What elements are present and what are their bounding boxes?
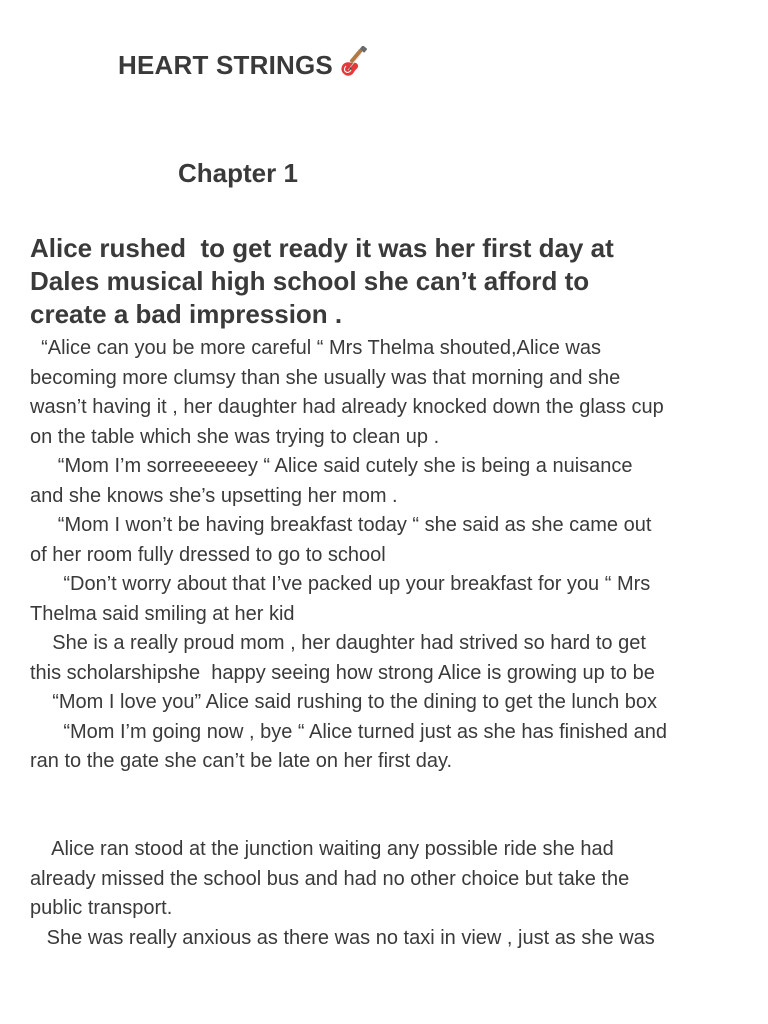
body-line: on the table which she was trying to clean up . (30, 425, 440, 448)
body-line: and she knows she’s upsetting her mom . (30, 484, 398, 507)
body-line: becoming more clumsy than she usually was that morning and she (30, 366, 621, 389)
body-line: wasn’t having it , her daughter had already knocked down the glass cup (30, 396, 664, 418)
body-line: “Don’t worry about that I’ve packed up your breakfast for you “ Mrs (30, 573, 651, 595)
body-line: ran to the gate she can’t be late on her first day. (30, 750, 453, 772)
title-text: HEART STRINGS (118, 50, 333, 80)
body-line: “Mom I won’t be having breakfast today “ she said as she came out (30, 514, 652, 536)
body-line: this scholarshipshe happy seeing how strong Alice is growing up to be (30, 661, 655, 684)
body-line: already missed the school bus and had no other choice but take the (30, 867, 630, 890)
body-line: public transport. (30, 897, 173, 919)
guitar-icon (339, 46, 371, 78)
lead-line: create a bad impression . (30, 299, 343, 329)
lead-paragraph (30, 232, 750, 331)
lead-line: Dales musical high school she can’t afford to (30, 266, 590, 296)
document-title (118, 46, 371, 81)
body-line: “Mom I’m sorreeeeeey “ Alice said cutely she is being a nuisance (30, 455, 633, 477)
body-line: She was really anxious as there was no taxi in view , just as she was (30, 926, 655, 949)
body-text-continued (30, 835, 760, 953)
chapter-heading: Chapter 1 (178, 158, 298, 188)
body-line: Alice ran stood at the junction waiting any possible ride she had (30, 838, 614, 860)
body-line: “Alice can you be more careful “ Mrs Thelma shouted,Alice was (30, 337, 601, 359)
body-text (30, 334, 760, 777)
body-line: “Mom I’m going now , bye “ Alice turned just as she has finished and (30, 720, 667, 743)
body-line: Thelma said smiling at her kid (30, 602, 295, 625)
body-line: of her room fully dressed to go to school (30, 543, 386, 566)
body-line: “Mom I love you” Alice said rushing to the dining to get the lunch box (30, 691, 658, 713)
body-line: She is a really proud mom , her daughter had strived so hard to get (30, 632, 646, 654)
lead-line: Alice rushed to get ready it was her first day at (30, 233, 614, 263)
